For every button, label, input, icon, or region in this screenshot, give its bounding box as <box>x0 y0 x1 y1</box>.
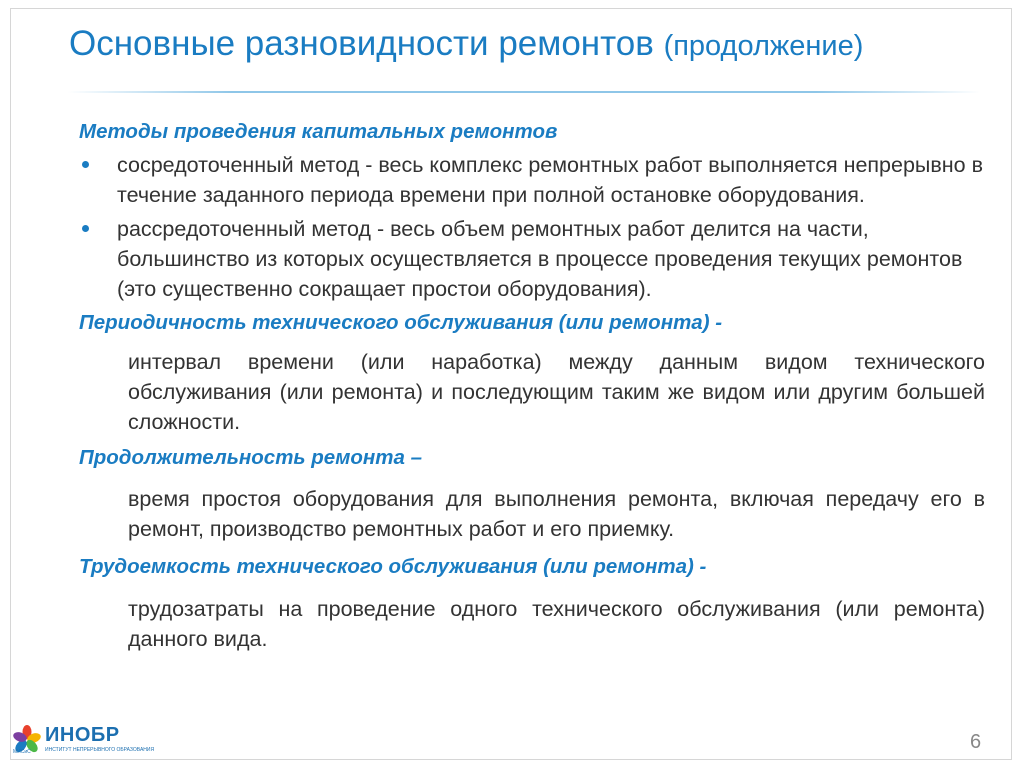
duration-heading: Продолжительность ремонта – <box>79 446 423 469</box>
logo-name: ИНОБР <box>45 724 120 746</box>
periodicity-definition: интервал времени (или наработка) между данным видом технического обслуживания (или ремонта) и последующим таким же видом или другим большей сложности. <box>128 350 985 434</box>
methods-bullet-list <box>79 150 985 304</box>
bullet-dot-icon <box>82 225 89 232</box>
logo-subtitle: ИНСТИТУТ НЕПРЕРЫВНОГО ОБРАЗОВАНИЯ <box>45 747 155 753</box>
title-main: Основные разновидности ремонтов <box>69 24 654 63</box>
title-divider <box>68 91 980 93</box>
bullet-item-distributed-method <box>79 214 985 304</box>
methods-heading: Методы проведения капитальных ремонтов <box>79 120 558 143</box>
title-suffix: (продолжение) <box>663 30 864 62</box>
bullet-dot-icon <box>82 161 89 168</box>
bullet-text: сосредоточенный метод - весь комплекс ремонтных работ выполняется непрерывно в течение заданного периода времени при полной остановке оборудования. <box>117 153 984 207</box>
bullet-text: рассредоточенный метод - весь объем ремонтных работ делится на части, большинство из которых осуществляется в процессе проведения текущих ремонтов (это существенно сокращает простои оборудования). <box>117 217 963 301</box>
duration-definition: время простоя оборудования для выполнения ремонта, включая передачу его в ремонт, производство ремонтных работ и его приемку. <box>128 487 985 541</box>
slide-title <box>69 20 863 70</box>
labor-definition: трудозатраты на проведение одного технического обслуживания (или ремонта) данного вида. <box>128 597 985 651</box>
labor-heading: Трудоемкость технического обслуживания (или ремонта) - <box>79 555 707 578</box>
inobr-logo <box>12 722 155 758</box>
slide-content <box>79 117 985 659</box>
logo-org: МИСиС <box>13 749 31 755</box>
page-number: 6 <box>970 731 982 753</box>
bullet-item-concentrated-method <box>79 150 985 210</box>
periodicity-heading: Периодичность технического обслуживания (или ремонта) - <box>79 311 723 334</box>
